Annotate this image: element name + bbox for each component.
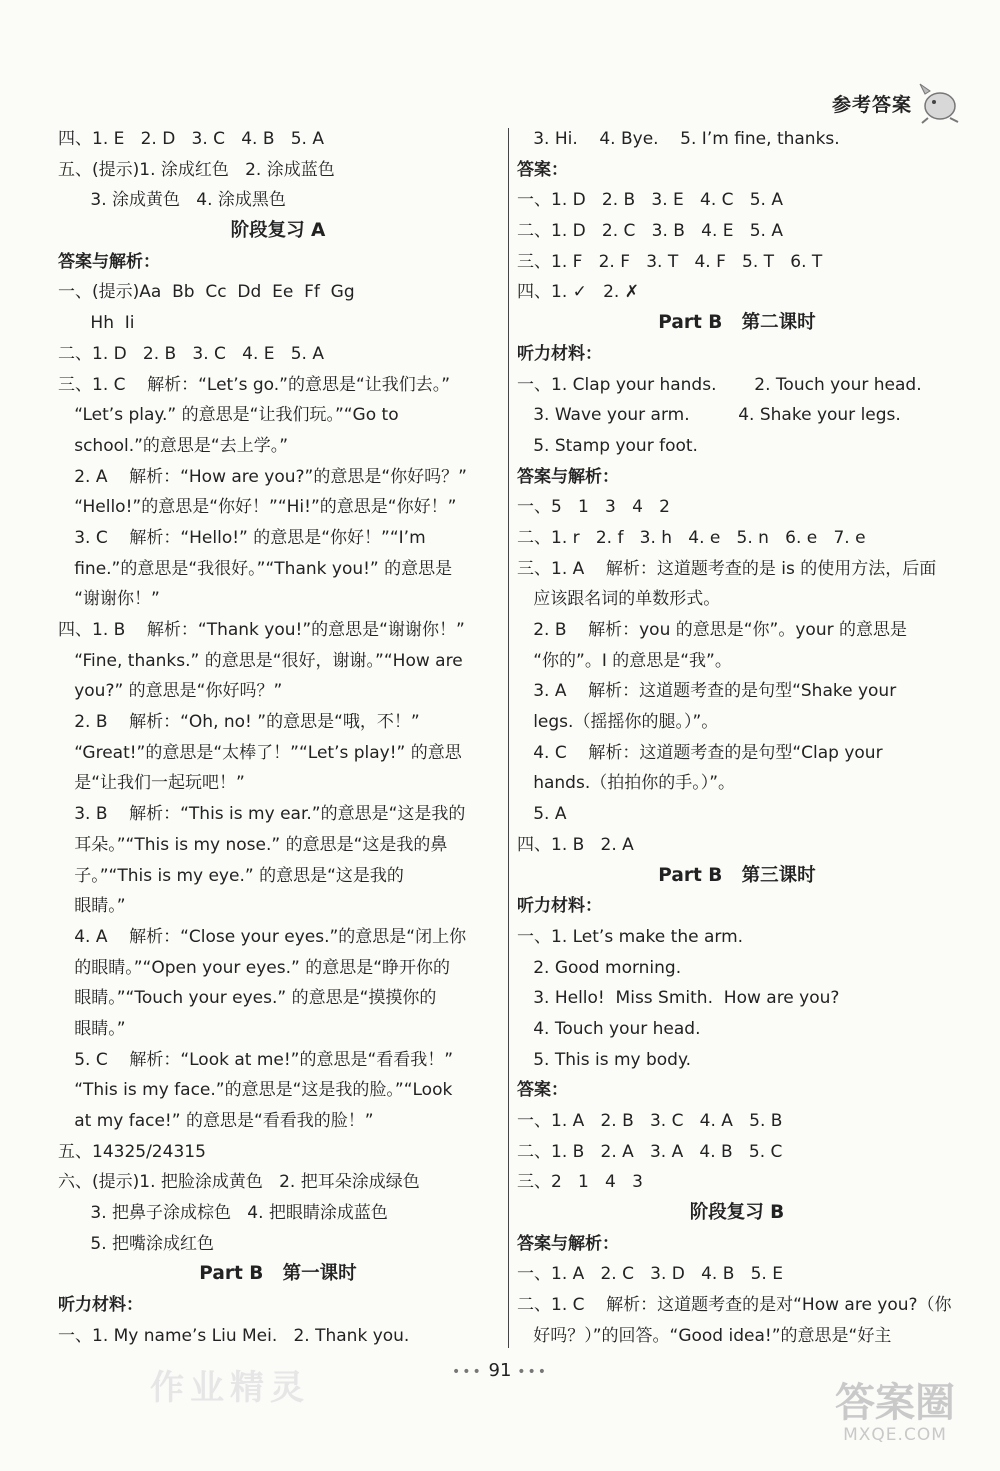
text-line: 好吗？）”的回答。“Good idea!”的意思是“好主 — [517, 1325, 892, 1346]
text-line: 5. 把嘴涂成红色 — [58, 1233, 215, 1254]
text-line: 三、1. C 解析：“Let’s go.”的意思是“让我们去。” — [58, 374, 451, 395]
subsection-label: 答案与解析： — [517, 1233, 619, 1254]
text-line: 眼睛。” — [58, 1018, 126, 1039]
text-line: 眼睛。”“Touch your eyes.” 的意思是“摸摸你的 — [58, 988, 437, 1009]
text-line: “Hello!”的意思是“你好！”“Hi!”的意思是“你好！” — [58, 497, 457, 518]
right-column — [517, 124, 957, 1352]
text-line: 5. C 解析：“Look at me!”的意思是“看看我！” — [58, 1049, 454, 1070]
text-line: 2. B 解析：“Oh, no! ”的意思是“哦，不！” — [58, 712, 420, 733]
text-line: 3. Hello! Miss Smith. How are you? — [517, 988, 840, 1009]
text-line: Hh Ii — [58, 313, 135, 334]
subsection-label: 答案： — [517, 1080, 568, 1101]
text-line: 二、1. C 解析：这道题考查的是对“How are you?（你 — [517, 1295, 952, 1316]
column-divider — [508, 128, 509, 1348]
text-line: “Fine, thanks.” 的意思是“很好，谢谢。”“How are — [58, 650, 463, 671]
text-line: 2. B 解析：you 的意思是“你”。your 的意思是 — [517, 620, 907, 640]
text-line: hands.（拍拍你的手。）”。 — [517, 773, 736, 794]
text-line: at my face!” 的意思是“看看我的脸！” — [58, 1111, 374, 1131]
section-heading: 阶段复习 A — [230, 220, 326, 242]
faint-stamp-text: 作业精灵 — [150, 1368, 310, 1408]
text-line: 3. C 解析：“Hello!” 的意思是“你好！”“I’m — [58, 527, 426, 548]
text-line: “This is my face.”的意思是“这是我的脸。”“Look — [58, 1080, 453, 1101]
section-heading: Part B 第一课时 — [199, 1263, 357, 1285]
section-heading: 阶段复习 B — [689, 1202, 785, 1224]
text-line: 三、1. F 2. F 3. T 4. F 5. T 6. T — [517, 251, 823, 272]
dots-right-icon: ••• — [517, 1364, 548, 1380]
text-line: 5. Stamp your foot. — [517, 435, 698, 456]
page-number-footer — [0, 1360, 1000, 1381]
text-line: 一、5 1 3 4 2 — [517, 497, 670, 518]
subsection-label: 听力材料： — [58, 1295, 143, 1316]
text-line: “Let’s play.” 的意思是“让我们玩。”“Go to — [58, 405, 399, 426]
section-heading: Part B 第二课时 — [658, 312, 816, 334]
text-line: 五、14325/24315 — [58, 1141, 206, 1162]
text-line: 2. A 解析：“How are you?”的意思是“你好吗？” — [58, 466, 467, 487]
text-line: 一、1. Clap your hands. 2. Touch your head. — [517, 374, 922, 395]
text-line: 一、(提示)Aa Bb Cc Dd Ee Ff Gg — [58, 282, 355, 303]
text-line: 二、1. B 2. A 3. A 4. B 5. C — [517, 1141, 783, 1162]
header-answer-tag: 参考答案 — [831, 94, 912, 116]
text-line: 5. A — [517, 804, 567, 825]
text-line: 四、1. ✓ 2. ✗ — [517, 282, 639, 303]
text-line: 的眼睛。”“Open your eyes.” 的意思是“睁开你的 — [58, 957, 451, 978]
text-line: 五、(提示)1. 涂成红色 2. 涂成蓝色 — [58, 159, 335, 180]
text-line: “谢谢你！” — [58, 589, 160, 610]
text-line: 3. A 解析：这道题考查的是句型“Shake your — [517, 681, 897, 702]
text-line: “你的”。I 的意思是“我”。 — [517, 650, 732, 671]
subsection-label: 听力材料： — [517, 896, 602, 917]
text-line: 六、(提示)1. 把脸涂成黄色 2. 把耳朵涂成绿色 — [58, 1172, 420, 1193]
text-line: school.”的意思是“去上学。” — [58, 435, 289, 456]
subsection-label: 答案： — [517, 159, 568, 180]
text-line: you?” 的意思是“你好吗？” — [58, 681, 283, 702]
page-number: 91 — [488, 1360, 512, 1381]
text-line: 4. Touch your head. — [517, 1018, 701, 1039]
text-line: 2. Good morning. — [517, 957, 682, 978]
text-line: fine.”的意思是“我很好。”“Thank you!” 的意思是 — [58, 558, 453, 579]
watermark-logo-text: 答案圈 — [835, 1380, 955, 1426]
subsection-label: 听力材料： — [517, 343, 602, 364]
text-line: 3. Hi. 4. Bye. 5. I’m fine, thanks. — [517, 129, 840, 149]
text-line: 一、1. A 2. B 3. C 4. A 5. B — [517, 1111, 783, 1131]
text-line: 三、2 1 4 3 — [517, 1172, 643, 1193]
text-line: 3. 涂成黄色 4. 涂成黑色 — [58, 190, 286, 211]
text-line: 3. B 解析：“This is my ear.”的意思是“这是我的 — [58, 804, 466, 825]
text-line: 二、1. r 2. f 3. h 4. e 5. n 6. e 7. e — [517, 527, 866, 548]
text-line: 3. 把鼻子涂成棕色 4. 把眼睛涂成蓝色 — [58, 1203, 388, 1224]
watermark-url: MXQE.COM — [843, 1425, 947, 1445]
text-line: 应该跟名词的单数形式。 — [517, 589, 721, 610]
watermark — [820, 1381, 970, 1451]
text-line: 四、1. B 解析：“Thank you!”的意思是“谢谢你！” — [58, 620, 465, 640]
text-line: 4. A 解析：“Close your eyes.”的意思是“闭上你 — [58, 926, 467, 947]
text-line: legs.（摇摇你的腿。）”。 — [517, 712, 719, 733]
section-heading: Part B 第三课时 — [658, 864, 816, 886]
text-line: 子。”“This is my eye.” 的意思是“这是我的 — [58, 865, 404, 886]
text-line: 4. C 解析：这道题考查的是句型“Clap your — [517, 742, 883, 763]
text-line: 3. Wave your arm. 4. Shake your legs. — [517, 405, 901, 426]
text-line: 四、1. B 2. A — [517, 834, 634, 855]
text-line: 一、1. Let’s make the arm. — [517, 926, 744, 947]
dots-left-icon: ••• — [452, 1364, 483, 1380]
subsection-label: 答案与解析： — [517, 466, 619, 487]
text-line: 二、1. D 2. B 3. C 4. E 5. A — [58, 343, 324, 364]
text-line: 耳朵。”“This is my nose.” 的意思是“这是我的鼻 — [58, 834, 448, 855]
text-line: 一、1. D 2. B 3. E 4. C 5. A — [517, 190, 783, 211]
text-line: 四、1. E 2. D 3. C 4. B 5. A — [58, 129, 324, 149]
text-line: 二、1. D 2. C 3. B 4. E 5. A — [517, 221, 783, 242]
text-line: 一、1. A 2. C 3. D 4. B 5. E — [517, 1264, 783, 1285]
text-line: 三、1. A 解析：这道题考查的是 is 的使用方法，后面 — [517, 558, 937, 579]
text-line: 5. This is my body. — [517, 1049, 692, 1070]
left-column — [58, 124, 498, 1352]
text-line: 一、1. My name’s Liu Mei. 2. Thank you. — [58, 1325, 410, 1346]
text-line: 是“让我们一起玩吧！” — [58, 773, 245, 794]
subsection-label: 答案与解析： — [58, 251, 160, 272]
mascot-icon — [914, 80, 962, 124]
text-line: 眼睛。” — [58, 896, 126, 917]
text-line: “Great!”的意思是“太棒了！”“Let’s play!” 的意思 — [58, 742, 462, 763]
